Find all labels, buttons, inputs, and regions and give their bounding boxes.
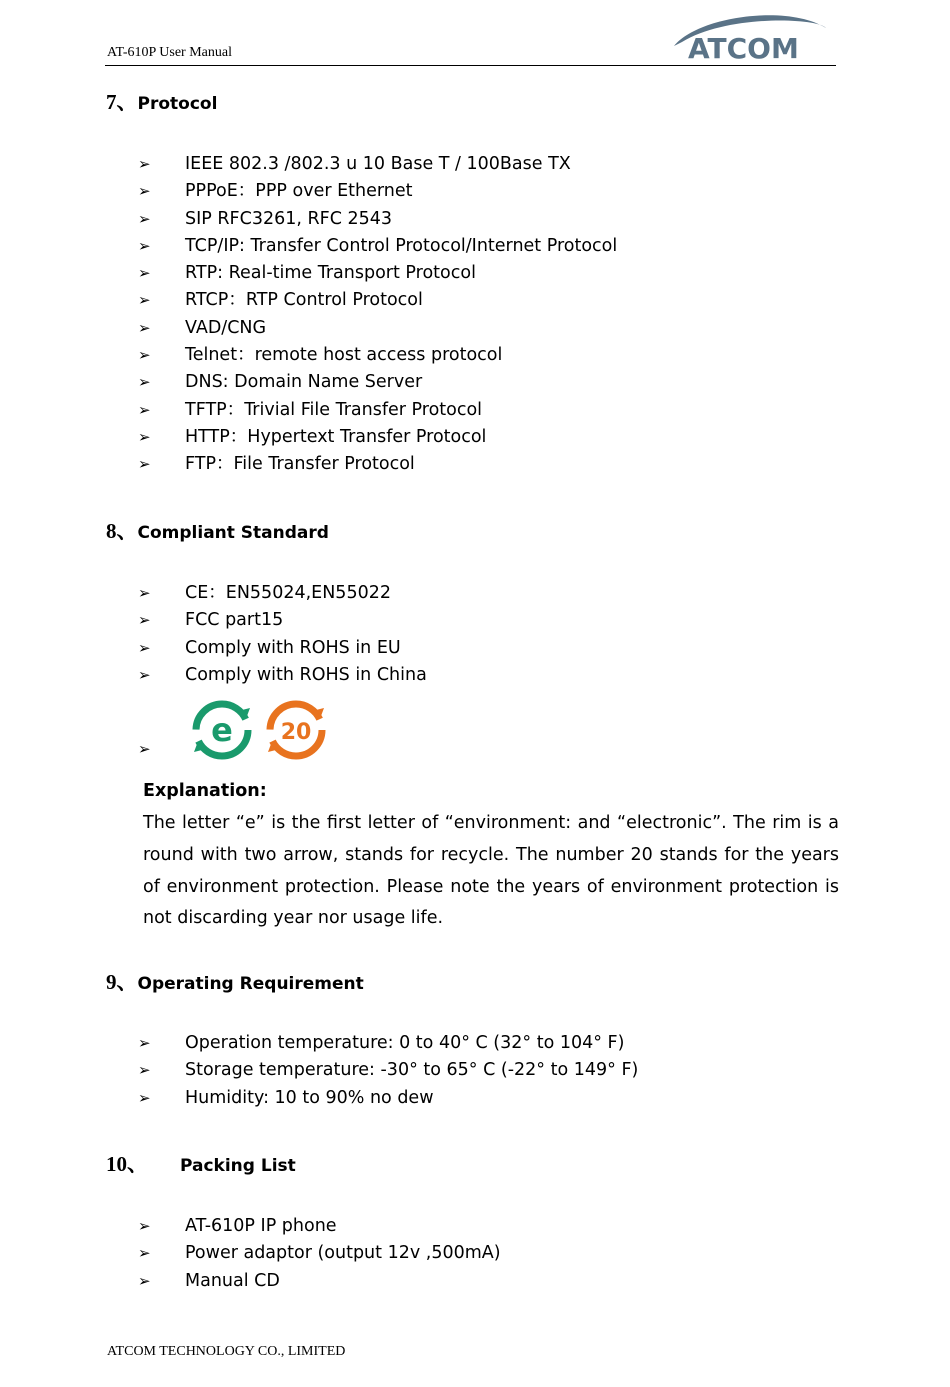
list-item: ➢ Operation temperature: 0 to 40° C (32° to 104° F) [106,1030,638,1057]
list-item: ➢ RTCP：RTP Control Protocol [106,287,617,314]
section-protocol [106,86,217,116]
section-heading [106,966,364,996]
list-item: ➢ Telnet：remote host access protocol [106,342,617,369]
requirements-list [106,1030,638,1112]
list-item: ➢ Power adaptor (output 12v ,500mA) [106,1240,501,1267]
arrow-bullet-icon: ➢ [138,236,151,255]
section-packing-list [106,1148,296,1178]
list-item: ➢ IEEE 802.3 /802.3 u 10 Base T / 100Base TX [106,151,617,178]
section-heading [106,86,217,116]
list-item: ➢ FTP：File Transfer Protocol [106,451,617,478]
section-operating-requirement [106,966,364,996]
arrow-bullet-icon: ➢ [138,318,151,337]
protocol-list [106,151,617,479]
explanation-title: Explanation: [143,781,267,801]
arrow-bullet-icon: ➢ [138,264,151,283]
explanation-block [143,776,839,935]
arrow-bullet-icon: ➢ [138,291,151,310]
arrow-bullet-icon: ➢ [138,455,151,474]
list-item: ➢ RTP: Real-time Transport Protocol [106,260,617,287]
arrow-bullet-icon: ➢ [138,1034,151,1052]
list-item: ➢ Storage temperature: -30° to 65° C (-22° to 149° F) [106,1057,638,1084]
list-item: ➢ TCP/IP: Transfer Control Protocol/Internet Protocol [106,233,617,260]
arrow-bullet-icon: ➢ [138,1061,151,1080]
arrow-bullet-icon: ➢ [138,209,151,228]
arrow-bullet-icon: ➢ [138,584,151,602]
list-item: ➢ Comply with ROHS in China [106,662,427,689]
list-item: ➢ VAD/CNG [106,315,617,342]
svg-text:20: 20 [280,720,312,745]
document-title: AT-610P User Manual [107,45,232,60]
section-compliant-standard [106,515,329,545]
arrow-bullet-icon: ➢ [138,182,151,201]
section-heading [106,515,329,545]
explanation-body: The letter “e” is the first letter of “environment: and “electronic”. The rim is a round with two arrow, stands for recycle. The number 20 stands for the years of environment protection. Please note the years of environment protection is not discarding year nor usage life. [143,813,839,929]
section-title: Compliant Standard [137,523,329,543]
arrow-bullet-icon: ➢ [138,346,151,365]
twenty-year-badge-icon [268,704,324,756]
environment-e-badge-icon [194,704,250,756]
arrow-bullet-icon: ➢ [138,155,151,173]
arrow-bullet-icon: ➢ [138,1244,151,1263]
list-item: ➢ Manual CD [106,1268,501,1295]
list-item: ➢ CE：EN55024,EN55022 [106,580,427,607]
list-item: ➢ DNS: Domain Name Server [106,369,617,396]
standards-list [106,580,427,689]
arrow-bullet-icon: ➢ [138,400,151,419]
list-item: ➢ PPPoE：PPP over Ethernet [106,178,617,205]
arrow-bullet-icon: ➢ [138,611,151,630]
list-item: ➢ FCC part15 [106,607,427,634]
list-item: ➢ Comply with ROHS in EU [106,635,427,662]
section-title: Packing List [180,1156,296,1176]
section-number: 7、 [106,90,138,114]
arrow-bullet-icon: ➢ [138,1271,151,1290]
arrow-bullet-icon: ➢ [138,427,151,446]
arrow-bullet-icon: ➢ [138,1088,151,1107]
arrow-bullet-icon: ➢ [138,740,151,758]
arrow-bullet-icon: ➢ [138,1217,151,1235]
footer-company: ATCOM TECHNOLOGY CO., LIMITED [107,1344,346,1359]
rohs-china-badges [186,700,330,760]
section-number: 9、 [106,970,138,994]
section-heading [106,1148,296,1178]
arrow-bullet-icon: ➢ [138,638,151,657]
list-item: ➢ AT-610P IP phone [106,1213,501,1240]
list-item: ➢ SIP RFC3261, RFC 2543 [106,206,617,233]
packing-list [106,1213,501,1295]
section-title: Protocol [137,94,218,114]
logo-text: ATCOM [688,32,799,64]
list-item: ➢ HTTP：Hypertext Transfer Protocol [106,424,617,451]
list-item: ➢ Humidity: 10 to 90% no dew [106,1085,638,1112]
svg-text:e: e [211,711,233,749]
section-number: 8、 [106,519,138,543]
section-title: Operating Requirement [137,974,364,994]
arrow-bullet-icon: ➢ [138,373,151,392]
section-number: 10、 [106,1152,148,1176]
header-rule [105,65,836,66]
atcom-logo [668,6,830,64]
arrow-bullet-icon: ➢ [138,665,151,684]
list-item: ➢ TFTP：Trivial File Transfer Protocol [106,397,617,424]
